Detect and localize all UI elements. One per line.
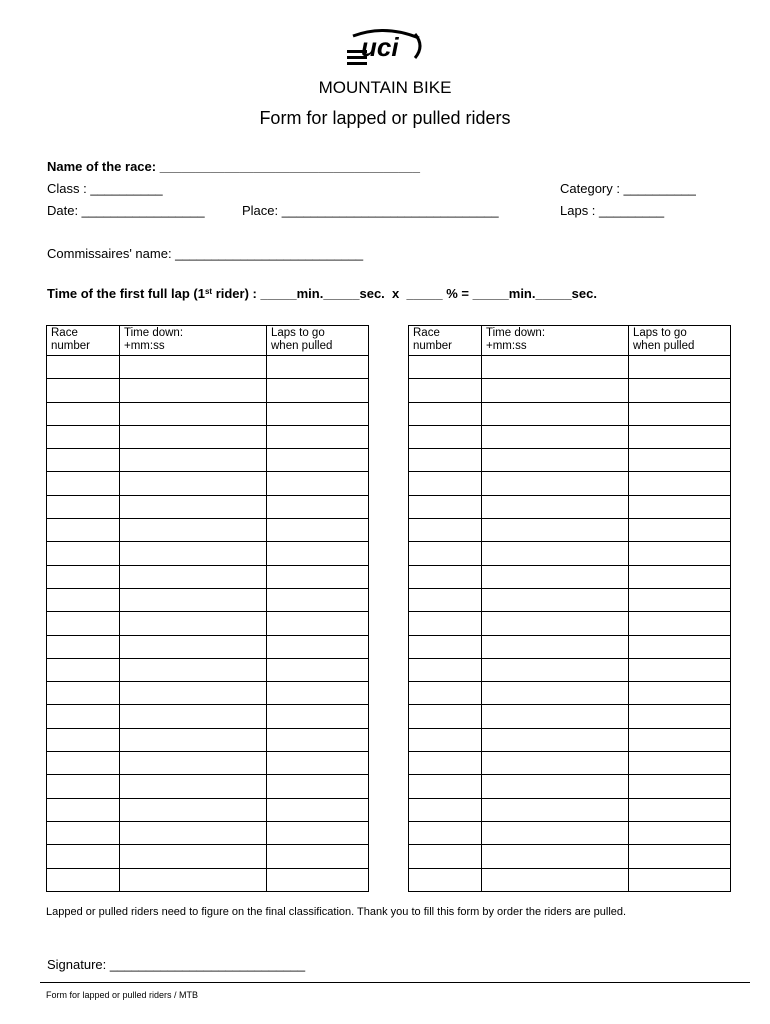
laps-to-go-cell[interactable] xyxy=(629,425,731,448)
time-down-cell[interactable] xyxy=(482,821,629,844)
commissaires-field[interactable]: Commissaires' name: __________________________ xyxy=(47,246,364,261)
table-row xyxy=(409,845,731,868)
laps-to-go-cell[interactable] xyxy=(629,379,731,402)
race-number-cell[interactable] xyxy=(409,752,482,775)
laps-to-go-cell[interactable] xyxy=(629,775,731,798)
race-number-cell[interactable] xyxy=(47,379,120,402)
time-down-cell[interactable] xyxy=(120,449,267,472)
table-row xyxy=(47,472,369,495)
laps-to-go-cell[interactable] xyxy=(629,519,731,542)
race-number-cell[interactable] xyxy=(409,775,482,798)
race-number-cell[interactable] xyxy=(47,449,120,472)
table-row xyxy=(409,425,731,448)
first-lap-label: Time of the first full lap (1 xyxy=(47,286,205,301)
time-down-cell[interactable] xyxy=(482,472,629,495)
first-lap-formula: rider) : _____min._____sec. x _____ % = _____min._____sec. xyxy=(212,286,597,301)
time-down-cell[interactable] xyxy=(482,775,629,798)
time-down-cell[interactable] xyxy=(482,402,629,425)
race-number-cell[interactable] xyxy=(409,588,482,611)
laps-to-go-cell[interactable] xyxy=(267,495,369,518)
time-down-cell[interactable] xyxy=(482,519,629,542)
riders-table-left xyxy=(46,325,369,892)
race-number-cell[interactable] xyxy=(409,658,482,681)
laps-to-go-cell[interactable] xyxy=(629,682,731,705)
laps-to-go-cell[interactable] xyxy=(267,682,369,705)
time-down-cell[interactable] xyxy=(482,728,629,751)
table-row xyxy=(409,472,731,495)
signature-field[interactable]: Signature: ___________________________ xyxy=(47,957,306,972)
table-row xyxy=(47,821,369,844)
race-number-cell[interactable] xyxy=(47,565,120,588)
table-row xyxy=(409,612,731,635)
race-number-cell[interactable] xyxy=(47,705,120,728)
table-row xyxy=(409,658,731,681)
laps-to-go-cell[interactable] xyxy=(267,705,369,728)
time-down-cell[interactable] xyxy=(482,565,629,588)
laps-to-go-cell[interactable] xyxy=(629,798,731,821)
race-number-cell[interactable] xyxy=(47,588,120,611)
table-row xyxy=(47,379,369,402)
laps-to-go-cell[interactable] xyxy=(629,728,731,751)
table-row xyxy=(47,845,369,868)
time-down-cell[interactable] xyxy=(120,705,267,728)
riders-table-right xyxy=(408,325,731,892)
race-number-cell[interactable] xyxy=(409,565,482,588)
table-row xyxy=(47,798,369,821)
laps-to-go-cell[interactable] xyxy=(629,402,731,425)
page-footer: Form for lapped or pulled riders / MTB xyxy=(46,990,199,1000)
header-laps-to-go: Laps to go when pulled xyxy=(267,326,369,356)
race-number-cell[interactable] xyxy=(409,682,482,705)
table-row xyxy=(409,495,731,518)
footer-divider xyxy=(40,982,750,983)
race-number-cell[interactable] xyxy=(47,775,120,798)
table-header-row xyxy=(47,326,369,356)
time-down-cell[interactable] xyxy=(482,752,629,775)
race-number-cell[interactable] xyxy=(409,356,482,379)
laps-to-go-cell[interactable] xyxy=(267,542,369,565)
table-row xyxy=(47,752,369,775)
table-row xyxy=(47,519,369,542)
table-row xyxy=(409,705,731,728)
race-number-cell[interactable] xyxy=(409,472,482,495)
race-number-cell[interactable] xyxy=(409,379,482,402)
time-down-cell[interactable] xyxy=(120,821,267,844)
race-number-cell[interactable] xyxy=(409,425,482,448)
time-down-cell[interactable] xyxy=(482,658,629,681)
race-number-cell[interactable] xyxy=(47,728,120,751)
page-subtitle: Form for lapped or pulled riders xyxy=(259,108,511,128)
race-number-cell[interactable] xyxy=(47,612,120,635)
race-number-cell[interactable] xyxy=(409,845,482,868)
time-down-cell[interactable] xyxy=(120,775,267,798)
race-number-cell[interactable] xyxy=(47,658,120,681)
time-down-cell[interactable] xyxy=(120,612,267,635)
header-time-down: Time down: +mm:ss xyxy=(482,326,629,356)
laps-to-go-cell[interactable] xyxy=(267,635,369,658)
race-number-cell[interactable] xyxy=(409,612,482,635)
race-number-cell[interactable] xyxy=(47,542,120,565)
race-number-cell[interactable] xyxy=(47,682,120,705)
laps-to-go-cell[interactable] xyxy=(629,658,731,681)
time-down-cell[interactable] xyxy=(120,635,267,658)
laps-to-go-cell[interactable] xyxy=(629,472,731,495)
uci-logo-text: uci xyxy=(361,32,399,62)
time-down-cell[interactable] xyxy=(482,635,629,658)
table-row xyxy=(409,775,731,798)
race-number-cell[interactable] xyxy=(47,402,120,425)
table-row xyxy=(409,821,731,844)
table-row xyxy=(409,752,731,775)
laps-to-go-cell[interactable] xyxy=(267,402,369,425)
header-race-number: Race number xyxy=(47,326,120,356)
table-row xyxy=(47,612,369,635)
laps-to-go-cell[interactable] xyxy=(629,752,731,775)
time-down-cell[interactable] xyxy=(120,519,267,542)
place-field[interactable]: Place: ______________________________ xyxy=(242,203,499,218)
first-lap-time-field[interactable] xyxy=(47,286,597,302)
table-row xyxy=(409,356,731,379)
laps-to-go-cell[interactable] xyxy=(629,495,731,518)
table-row xyxy=(47,449,369,472)
race-number-cell[interactable] xyxy=(409,705,482,728)
table-row xyxy=(409,565,731,588)
time-down-cell[interactable] xyxy=(482,705,629,728)
time-down-cell[interactable] xyxy=(482,682,629,705)
race-number-cell[interactable] xyxy=(409,635,482,658)
laps-to-go-cell[interactable] xyxy=(629,542,731,565)
laps-to-go-cell[interactable] xyxy=(267,775,369,798)
table-row xyxy=(409,402,731,425)
page-title: MOUNTAIN BIKE xyxy=(318,78,452,97)
first-lap-superscript: st xyxy=(204,287,213,296)
time-down-cell[interactable] xyxy=(120,565,267,588)
date-field[interactable]: Date: _________________ xyxy=(47,203,205,218)
table-row xyxy=(47,775,369,798)
table-row xyxy=(47,542,369,565)
laps-to-go-cell[interactable] xyxy=(267,588,369,611)
table-row xyxy=(409,798,731,821)
table-row xyxy=(409,728,731,751)
table-row xyxy=(409,635,731,658)
laps-to-go-cell[interactable] xyxy=(629,635,731,658)
table-row xyxy=(47,705,369,728)
race-number-cell[interactable] xyxy=(409,519,482,542)
time-down-cell[interactable] xyxy=(120,425,267,448)
time-down-cell[interactable] xyxy=(120,682,267,705)
race-number-cell[interactable] xyxy=(47,821,120,844)
time-down-cell[interactable] xyxy=(120,752,267,775)
laps-to-go-cell[interactable] xyxy=(629,356,731,379)
race-number-cell[interactable] xyxy=(47,868,120,891)
time-down-cell[interactable] xyxy=(120,588,267,611)
laps-to-go-cell[interactable] xyxy=(267,845,369,868)
laps-to-go-cell[interactable] xyxy=(267,356,369,379)
laps-to-go-cell[interactable] xyxy=(629,868,731,891)
time-down-cell[interactable] xyxy=(482,588,629,611)
table-row xyxy=(409,449,731,472)
laps-to-go-cell[interactable] xyxy=(629,612,731,635)
race-number-cell[interactable] xyxy=(409,798,482,821)
laps-to-go-cell[interactable] xyxy=(267,425,369,448)
laps-to-go-cell[interactable] xyxy=(267,519,369,542)
time-down-cell[interactable] xyxy=(120,356,267,379)
table-row xyxy=(409,379,731,402)
table-row xyxy=(47,868,369,891)
race-number-cell[interactable] xyxy=(47,752,120,775)
laps-to-go-cell[interactable] xyxy=(267,472,369,495)
table-row xyxy=(47,728,369,751)
laps-to-go-cell[interactable] xyxy=(629,588,731,611)
time-down-cell[interactable] xyxy=(120,798,267,821)
table-row xyxy=(47,682,369,705)
time-down-cell[interactable] xyxy=(482,356,629,379)
time-down-cell[interactable] xyxy=(120,728,267,751)
race-number-cell[interactable] xyxy=(409,449,482,472)
time-down-cell[interactable] xyxy=(120,658,267,681)
table-row xyxy=(47,588,369,611)
laps-to-go-cell[interactable] xyxy=(267,565,369,588)
laps-to-go-cell[interactable] xyxy=(267,379,369,402)
category-field[interactable]: Category : __________ xyxy=(560,181,696,196)
race-number-cell[interactable] xyxy=(47,798,120,821)
laps-to-go-cell[interactable] xyxy=(267,868,369,891)
time-down-cell[interactable] xyxy=(482,495,629,518)
time-down-cell[interactable] xyxy=(120,379,267,402)
time-down-cell[interactable] xyxy=(120,472,267,495)
table-row xyxy=(47,635,369,658)
table-row xyxy=(47,658,369,681)
table-row xyxy=(47,565,369,588)
race-number-cell[interactable] xyxy=(47,495,120,518)
race-name-field[interactable]: Name of the race: ____________________________________ xyxy=(47,159,420,174)
time-down-cell[interactable] xyxy=(482,425,629,448)
laps-to-go-cell[interactable] xyxy=(629,845,731,868)
race-number-cell[interactable] xyxy=(47,635,120,658)
uci-logo xyxy=(345,28,425,72)
time-down-cell[interactable] xyxy=(482,868,629,891)
table-row xyxy=(409,588,731,611)
laps-to-go-cell[interactable] xyxy=(267,798,369,821)
race-number-cell[interactable] xyxy=(409,868,482,891)
race-number-cell[interactable] xyxy=(47,356,120,379)
laps-to-go-cell[interactable] xyxy=(629,821,731,844)
table-row xyxy=(47,495,369,518)
time-down-cell[interactable] xyxy=(482,798,629,821)
time-down-cell[interactable] xyxy=(482,449,629,472)
header-laps-to-go: Laps to go when pulled xyxy=(629,326,731,356)
laps-to-go-cell[interactable] xyxy=(267,728,369,751)
laps-to-go-cell[interactable] xyxy=(267,658,369,681)
table-header-row xyxy=(409,326,731,356)
laps-to-go-cell[interactable] xyxy=(629,705,731,728)
race-number-cell[interactable] xyxy=(47,425,120,448)
table-row xyxy=(47,402,369,425)
header-race-number: Race number xyxy=(409,326,482,356)
laps-to-go-cell[interactable] xyxy=(629,565,731,588)
time-down-cell[interactable] xyxy=(482,845,629,868)
time-down-cell[interactable] xyxy=(120,402,267,425)
race-number-cell[interactable] xyxy=(47,845,120,868)
class-field[interactable]: Class : __________ xyxy=(47,181,163,196)
race-number-cell[interactable] xyxy=(47,472,120,495)
laps-field[interactable]: Laps : _________ xyxy=(560,203,665,218)
laps-to-go-cell[interactable] xyxy=(267,752,369,775)
table-row xyxy=(409,682,731,705)
race-number-cell[interactable] xyxy=(47,519,120,542)
table-row xyxy=(409,519,731,542)
race-number-cell[interactable] xyxy=(409,402,482,425)
race-number-cell[interactable] xyxy=(409,542,482,565)
time-down-cell[interactable] xyxy=(120,845,267,868)
classification-note: Lapped or pulled riders need to figure on the final classification. Thank you to fill this form by order the riders are pulled. xyxy=(46,906,627,918)
table-row xyxy=(409,542,731,565)
race-number-cell[interactable] xyxy=(409,495,482,518)
race-number-cell[interactable] xyxy=(409,728,482,751)
laps-to-go-cell[interactable] xyxy=(267,821,369,844)
time-down-cell[interactable] xyxy=(120,868,267,891)
time-down-cell[interactable] xyxy=(482,612,629,635)
time-down-cell[interactable] xyxy=(120,542,267,565)
time-down-cell[interactable] xyxy=(120,495,267,518)
table-row xyxy=(47,356,369,379)
laps-to-go-cell[interactable] xyxy=(267,612,369,635)
table-row xyxy=(409,868,731,891)
time-down-cell[interactable] xyxy=(482,379,629,402)
header-time-down: Time down: +mm:ss xyxy=(120,326,267,356)
race-number-cell[interactable] xyxy=(409,821,482,844)
laps-to-go-cell[interactable] xyxy=(629,449,731,472)
table-row xyxy=(47,425,369,448)
time-down-cell[interactable] xyxy=(482,542,629,565)
laps-to-go-cell[interactable] xyxy=(267,449,369,472)
